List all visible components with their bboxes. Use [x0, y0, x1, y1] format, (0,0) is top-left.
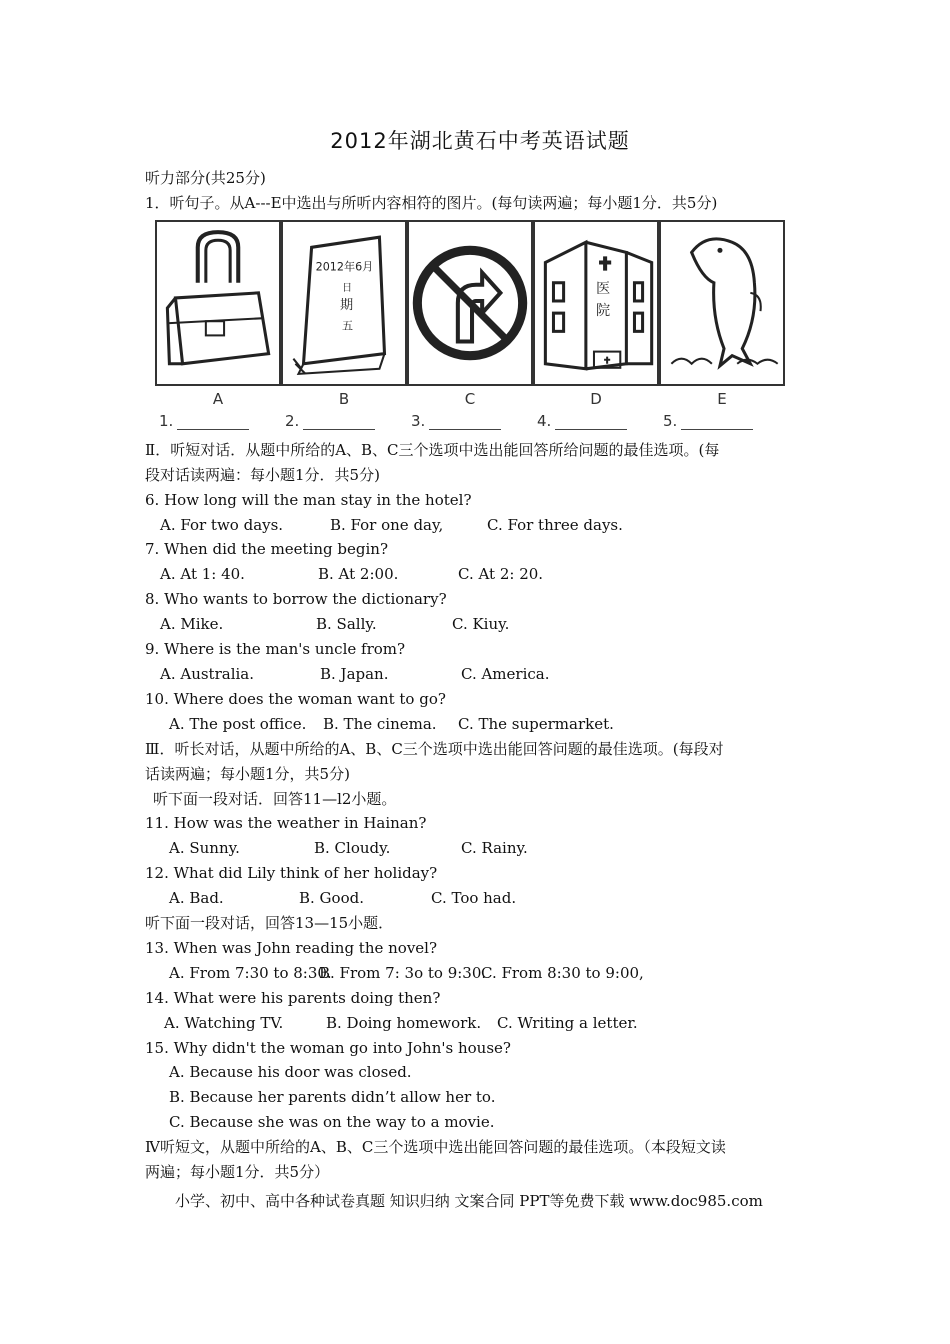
blank-number: 3. [411, 411, 426, 430]
part4-instruction-1: Ⅳ听短文，从题中所给的A、B、C三个选项中选出能回答问题的最佳选项。（本段短文读 [145, 1138, 726, 1157]
exam-page [145, 126, 815, 1185]
option-b[interactable]: B. Doing homework. [326, 1013, 482, 1032]
question-9: 9. Where is the man's uncle from? [145, 640, 406, 659]
option-a[interactable]: A. Because his door was closed. [169, 1063, 412, 1082]
question-9-options [145, 662, 815, 687]
picture-b-label: B [338, 389, 350, 408]
option-a[interactable]: A. Bad. [169, 889, 224, 908]
option-b[interactable]: B. Because her parents didn’t allow her to. [169, 1088, 496, 1107]
picture-e [659, 220, 785, 386]
option-c[interactable]: C. Kiuy. [452, 615, 510, 634]
picture-a-label: A [212, 389, 224, 408]
part3-instruction-2: 话读两遍；每小题1分，共5分) [145, 764, 350, 783]
hospital-icon [535, 222, 657, 384]
calendar-icon [283, 222, 405, 384]
part3-instruction-1: Ⅲ．听长对话，从题中所给的A、B、C三个选项中选出能回答问题的最佳选项。(每段对 [145, 739, 724, 758]
question-8-options [145, 612, 815, 637]
dolphin-icon [661, 222, 783, 384]
option-b[interactable]: B. Cloudy. [314, 839, 391, 858]
picture-c [407, 220, 533, 386]
option-c[interactable]: C. For three days. [487, 515, 623, 534]
option-b[interactable]: B. The cinema. [323, 714, 437, 733]
calendar-date-text: 期 [339, 297, 354, 313]
hospital-sign-text-2: 院 [596, 302, 611, 319]
option-b[interactable]: B. Good. [299, 889, 364, 908]
part2-instruction-1: Ⅱ．听短对话．从题中所给的A、B、C三个选项中选出能回答所给问题的最佳选项。(每 [145, 440, 720, 459]
picture-e-label: E [717, 389, 727, 408]
option-c[interactable]: C. America. [461, 664, 550, 683]
part3-sub-instruction-1: 听下面一段对话．回答11—l2小题。 [153, 789, 397, 808]
question-12: 12. What did Lily think of her holiday? [145, 864, 438, 883]
blank-number: 4. [537, 411, 552, 430]
part3-sub-instruction-2: 听下面一段对话，回答13—15小题． [145, 914, 394, 933]
option-c[interactable]: C. The supermarket. [458, 714, 614, 733]
hospital-sign-text-1: 医 [596, 280, 611, 297]
calendar-day-text: 日 [341, 282, 353, 294]
blank-number: 2. [285, 411, 300, 430]
question-6-options [145, 513, 815, 538]
option-b[interactable]: B. Sally. [316, 615, 377, 634]
page-footer: 小学、初中、高中各种试卷真题 知识归纳 文案合同 PPT等免费下载 www.doc985.com [175, 1192, 763, 1210]
page-title: 2012年湖北黄石中考英语试题 [330, 129, 630, 153]
calendar-weekday-text: 五 [341, 319, 354, 333]
option-c[interactable]: C. Rainy. [461, 839, 528, 858]
option-c[interactable]: C. Writing a letter. [497, 1013, 638, 1032]
question-10: 10. Where does the woman want to go? [145, 689, 446, 708]
question-7: 7. When did the meeting begin? [145, 540, 388, 559]
option-a[interactable]: A. From 7:30 to 8:30. [169, 963, 332, 982]
question-12-options [145, 886, 815, 911]
option-b[interactable]: B. Japan. [320, 664, 389, 683]
option-c[interactable]: C. Because she was on the way to a movie. [169, 1113, 495, 1132]
picture-d [533, 220, 659, 386]
part1-instruction: 1．听句子。从A---E中选出与所听内容相符的图片。(每句读两遍；每小题1分．共5分) [145, 193, 718, 212]
question-8: 8. Who wants to borrow the dictionary? [145, 590, 447, 609]
option-c[interactable]: C. At 2: 20. [458, 565, 544, 584]
option-b[interactable]: B. At 2:00. [318, 565, 399, 584]
option-b[interactable]: B. From 7: 3o to 9:30. [319, 963, 487, 982]
question-14: 14. What were his parents doing then? [145, 988, 441, 1007]
question-13: 13. When was John reading the novel? [145, 938, 438, 957]
option-a[interactable]: A. Watching TV. [164, 1013, 284, 1032]
blank-number: 1. [159, 411, 174, 430]
question-13-options [145, 961, 815, 986]
listening-header: 听力部分(共25分) [145, 169, 266, 187]
picture-row [155, 220, 795, 432]
option-c[interactable]: C. Too had. [431, 889, 517, 908]
question-6: 6. How long will the man stay in the hotel? [145, 490, 472, 509]
option-a[interactable]: A. At 1: 40. [160, 565, 245, 584]
picture-c-label: C [464, 389, 476, 408]
option-a[interactable]: A. Sunny. [169, 839, 240, 858]
option-c[interactable]: C. From 8:30 to 9:00, [481, 963, 644, 982]
question-7-options [145, 562, 815, 587]
picture-a [155, 220, 281, 386]
picture-d-label: D [590, 389, 602, 408]
part4-instruction-2: 两遍；每小题1分．共5分） [145, 1163, 330, 1182]
question-10-options [145, 712, 815, 737]
question-11-options [145, 836, 815, 861]
answer-blank-5[interactable] [663, 412, 753, 430]
option-a[interactable]: A. For two days. [160, 515, 284, 534]
option-a[interactable]: A. Mike. [160, 615, 224, 634]
question-15: 15. Why didn't the woman go into John's house? [145, 1038, 511, 1057]
answer-blank-4[interactable] [537, 412, 627, 430]
answer-blank-3[interactable] [411, 412, 501, 430]
answer-blank-1[interactable] [159, 412, 249, 430]
option-a[interactable]: A. Australia. [160, 664, 255, 683]
blank-number: 5. [663, 411, 678, 430]
picture-b [281, 220, 407, 386]
part2-instruction-2: 段对话读两遍：每小题1分．共5分) [145, 465, 380, 484]
no-right-turn-sign-icon [409, 222, 531, 384]
handbag-icon [157, 222, 279, 384]
option-a[interactable]: A. The post office. [169, 714, 307, 733]
question-14-options [145, 1011, 815, 1036]
calendar-month-text: 2012年6月 [315, 260, 374, 274]
question-11: 11. How was the weather in Hainan? [145, 814, 427, 833]
answer-blank-2[interactable] [285, 412, 375, 430]
option-b[interactable]: B. For one day, [330, 515, 444, 534]
